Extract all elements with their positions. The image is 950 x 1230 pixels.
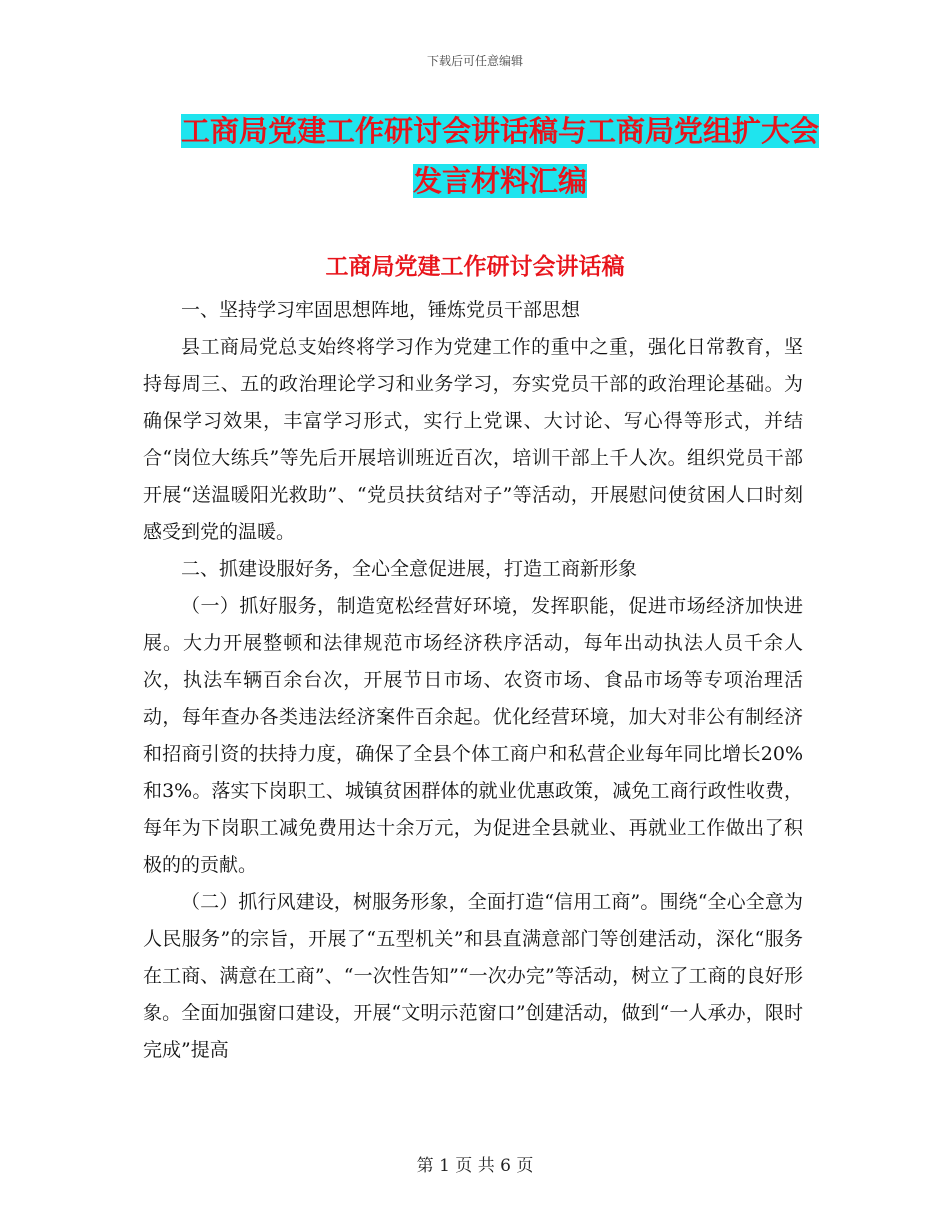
- body-paragraph-3: （二）抓行风建设，树服务形象，全面打造“信用工商”。围绕“全心全意为人民服务”的宗旨，开展了“五型机关”和县直满意部门等创建活动，深化“服务在工商、满意在工商”、“一次性告知”“一次办完”等活动，树立了工商的良好形象。全面加强窗口建设，开展“文明示范窗口”创建活动，做到“一人承办，限时完成”提高: [143, 891, 803, 1061]
- body-paragraph-2: （一）抓好服务，制造宽松经营好环境，发挥职能，促进市场经济加快进展。大力开展整顿和法律规范市场经济秩序活动，每年出动执法人员千余人次，执法车辆百余台次，开展节日市场、农资市场、食品市场等专项治理活动，每年查办各类违法经济案件百余起。优化经营环境，加大对非公有制经济和招商引资的扶持力度，确保了全县个体工商户和私营企业每年同比增长20%和3%。落实下岗职工、城镇贫困群体的就业优惠政策，减免工商行政性收费，每年为下岗职工减免费用达十余万元，为促进全县就业、再就业工作做出了积极的的贡献。: [143, 595, 803, 876]
- page-header-note: 下载后可任意编辑: [426, 54, 523, 68]
- body-paragraph-1: 县工商局党总支始终将学习作为党建工作的重中之重，强化日常教育，坚持每周三、五的政治理论学习和业务学习，夯实党员干部的政治理论基础。为确保学习效果，丰富学习形式，实行上党课、大讨论、写心得等形式，并结合“岗位大练兵”等先后开展培训班近百次，培训干部上千人次。组织党员干部开展“送温暖阳光救助”、“党员扶贫结对子”等活动，开展慰问使贫困人口时刻感受到党的温暖。: [143, 336, 803, 543]
- page-number-footer: 第 1 页 共 6 页: [416, 1156, 534, 1176]
- document-title: [180, 106, 820, 206]
- heading-paragraph-2: 二、抓建设服好务，全心全意促进展，打造工商新形象: [181, 558, 638, 580]
- heading-paragraph-1: 一、坚持学习牢固思想阵地，锤炼党员干部思想: [181, 299, 581, 321]
- document-body: [143, 292, 803, 1069]
- section-title: 工商局党建工作研讨会讲话稿: [325, 254, 625, 280]
- document-title-highlight: 工商局党建工作研讨会讲话稿与工商局党组扩大会发言材料汇编: [180, 114, 819, 198]
